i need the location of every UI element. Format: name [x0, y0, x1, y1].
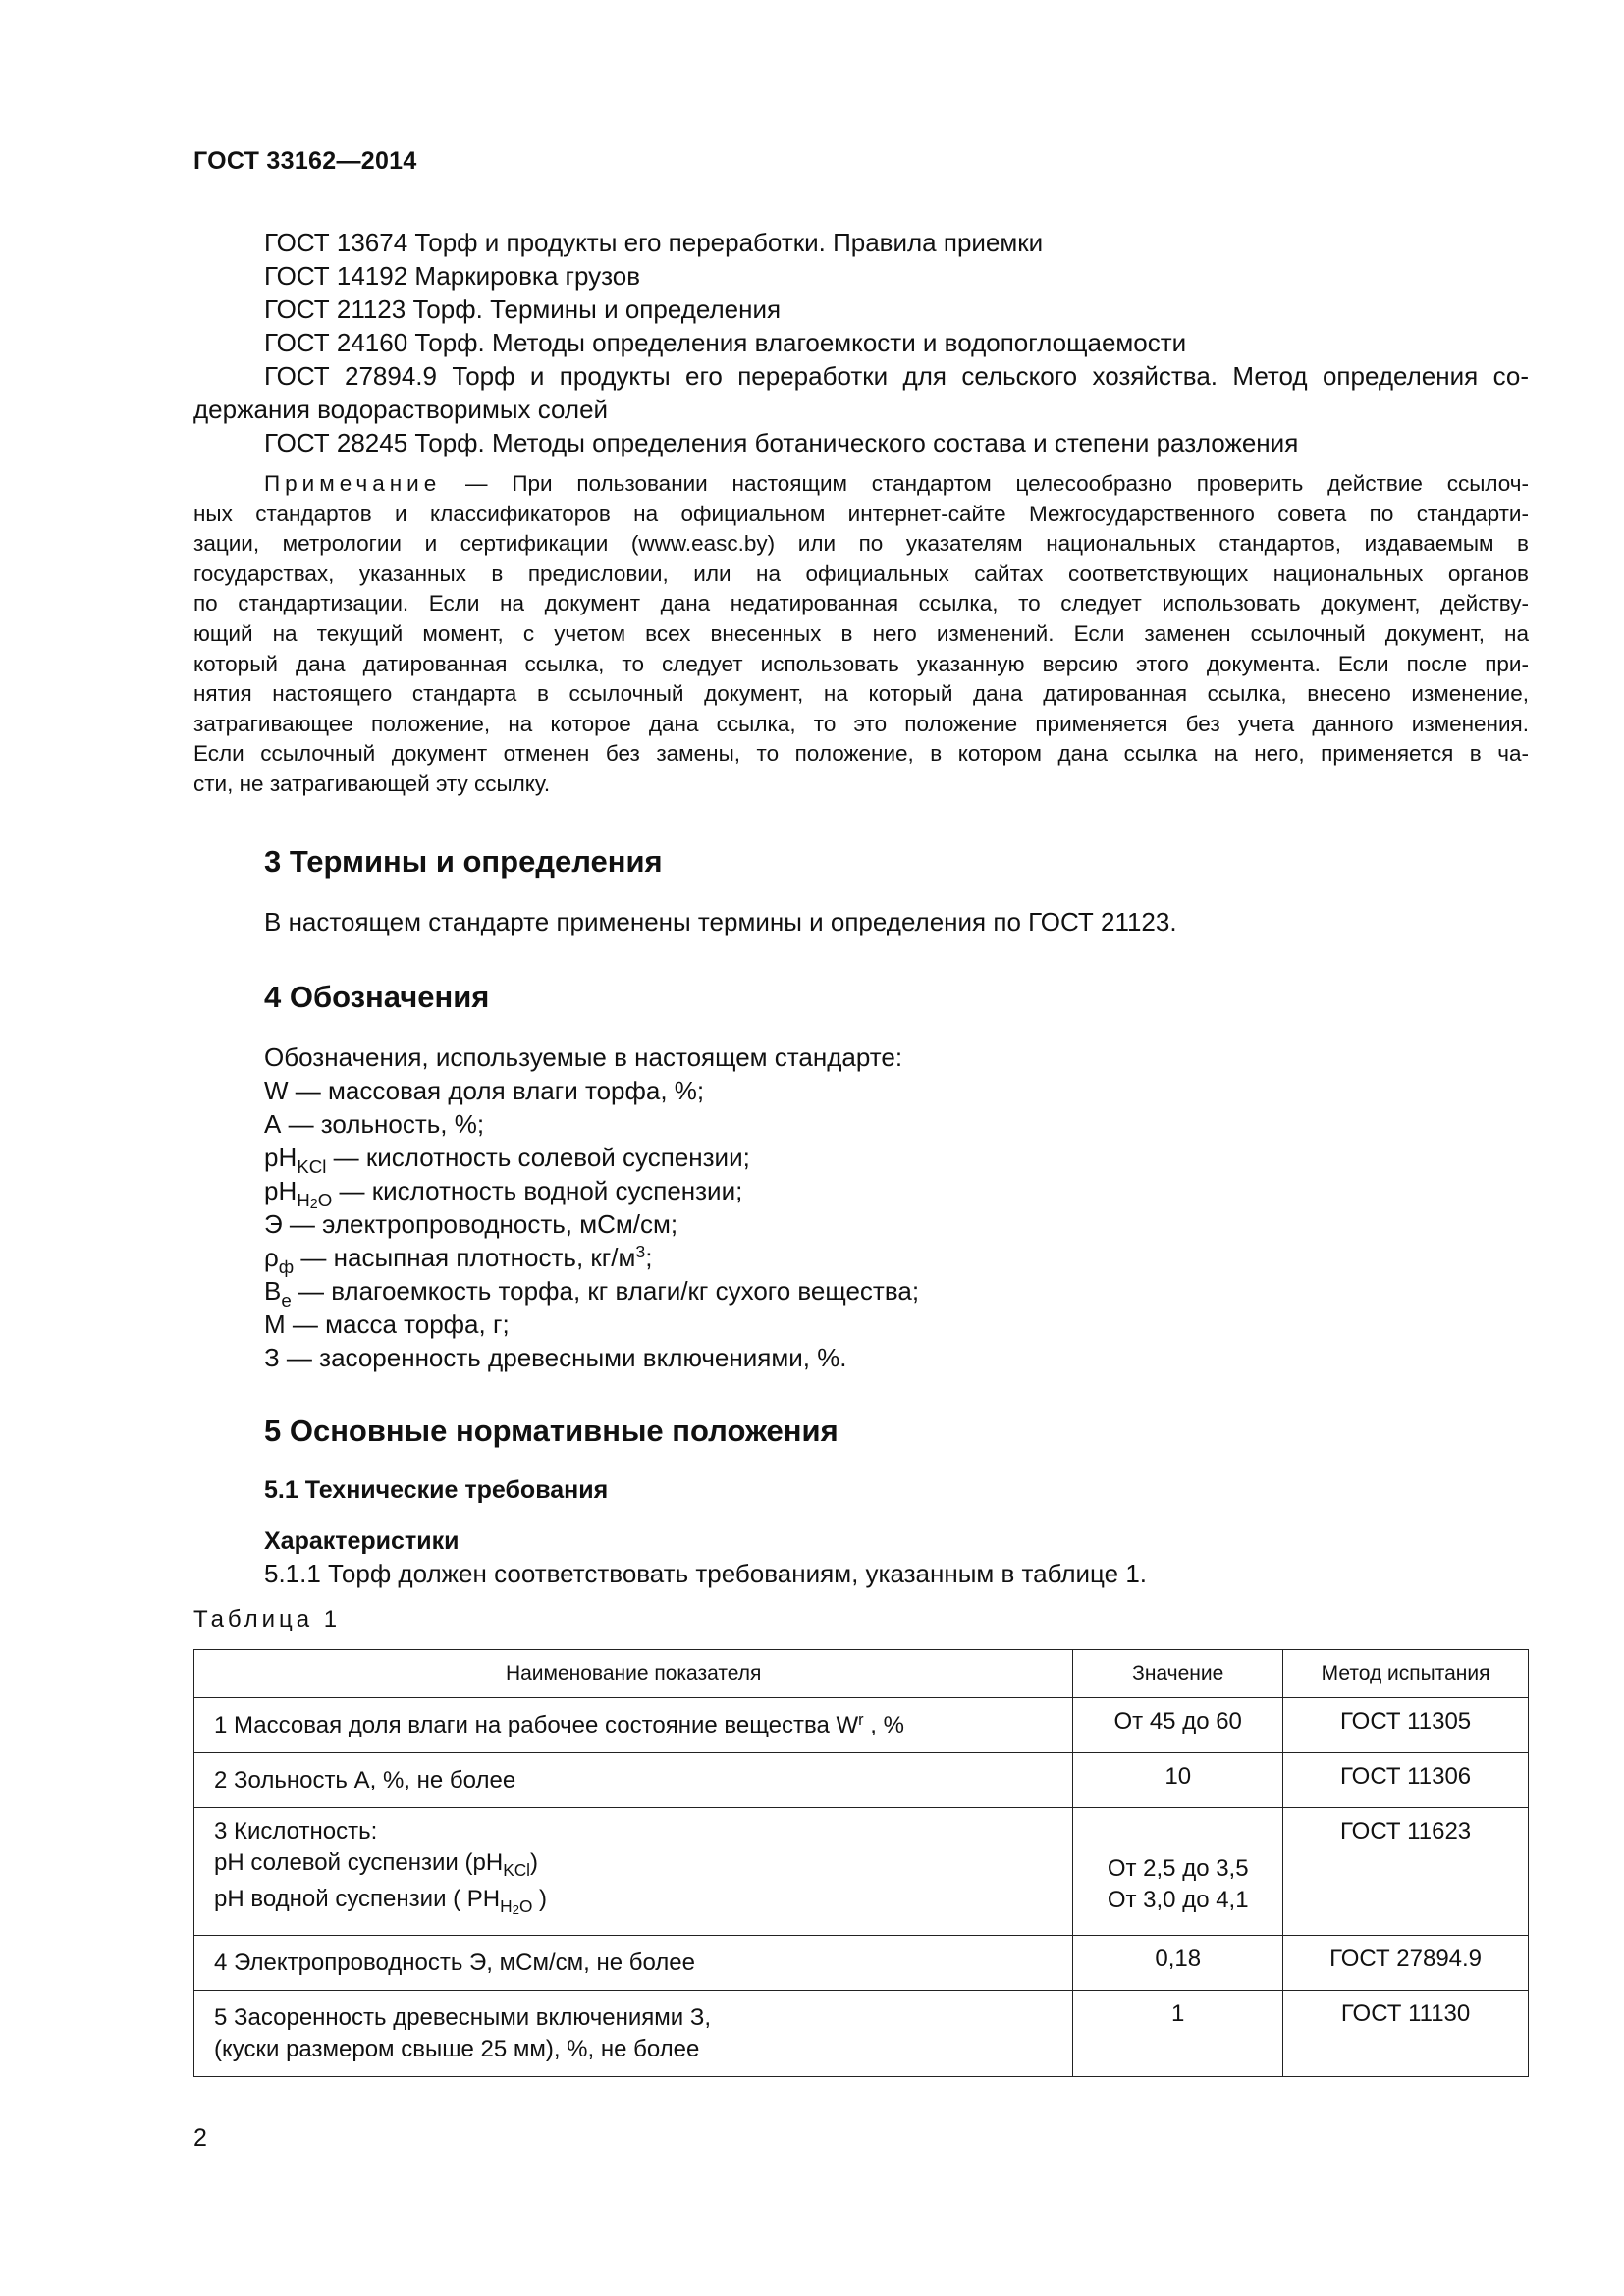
symbol-rho: $\rho_ф$ — насыпная плотность, $кг/м^3$; — [264, 1242, 653, 1277]
cell-indicator: 1 Массовая доля влаги на рабочее состояние вещества $W^r$ , % — [194, 1698, 1073, 1753]
cell-line: (куски размером свыше 25 мм), %, не более — [214, 2036, 700, 2062]
reference-text: ГОСТ 28245 Торф. Методы определения ботанического состава и степени разложения — [264, 428, 1299, 457]
cell-value — [1073, 1808, 1283, 1936]
header-method: Метод испытания — [1283, 1650, 1529, 1698]
cell-indicator — [194, 1808, 1073, 1936]
reference-text: держания водорастворимых солей — [193, 395, 609, 424]
cell-indicator: 2 Зольность А, %, не более — [194, 1753, 1073, 1808]
table-row — [194, 1991, 1529, 2077]
cell-line: 3 Кислотность: — [214, 1818, 378, 1844]
reference-item — [193, 293, 1529, 326]
reference-text: ГОСТ 13674 Торф и продукты его переработки. Правила приемки — [264, 228, 1044, 257]
note-line: сти, не затрагивающей эту ссылку. — [193, 771, 551, 796]
reference-text: ГОСТ 24160 Торф. Методы определения влагоемкости и водопоглощаемости — [264, 328, 1187, 357]
note-line: затрагивающее положение, на которое дана ссылка, то это положение применяется без учета данного изменения. — [193, 711, 1529, 736]
note-line: государствах, указанных в предисловии, или на официальных сайтах соответствующих национальных органов — [193, 561, 1529, 586]
symbol-w: W — массовая доля влаги торфа, %; — [264, 1076, 705, 1105]
symbol-e: Э — электропроводность, мСм/см; — [264, 1209, 678, 1239]
cell-value: 0,18 — [1073, 1936, 1283, 1991]
cell-value: 1 — [1073, 1991, 1283, 2077]
cell-value-line: От 2,5 до 3,5 — [1107, 1855, 1249, 1882]
header-value: Значение — [1073, 1650, 1283, 1698]
reference-text: ГОСТ 27894.9 Торф и продукты его переработки для сельского хозяйства. Метод определения со- — [264, 361, 1529, 391]
table-caption: Таблица 1 — [193, 1606, 342, 1632]
cell-value: От 45 до 60 — [1073, 1698, 1283, 1753]
table-row — [194, 1753, 1529, 1808]
note-dash: — — [441, 471, 513, 496]
cell-method: ГОСТ 11623 — [1283, 1808, 1529, 1936]
cell-method: ГОСТ 11306 — [1283, 1753, 1529, 1808]
note-line: ющий на текущий момент, с учетом всех внесенных в него изменений. Если заменен ссылочный документ, на — [193, 620, 1529, 646]
cell-line: 5 Засоренность древесными включениями З, — [214, 2004, 712, 2031]
cell-indicator — [194, 1991, 1073, 2077]
characteristics-title: Характеристики — [264, 1527, 460, 1555]
symbol-ph-kcl: $pH_{KCl}$ — кислотность солевой суспензии; — [264, 1143, 750, 1177]
table-row — [194, 1698, 1529, 1753]
note-line: нятия настоящего стандарта в ссылочный документ, на который дана датированная ссылка, внесено изменение, — [193, 681, 1529, 707]
symbol-a: А — зольность, %; — [264, 1109, 485, 1139]
cell-line: pH солевой суспензии $(pH_{KCl})$ — [214, 1849, 539, 1881]
note-line: ных стандартов и классификаторов на официальном интернет-сайте Межгосударственного совета по стандарти- — [193, 501, 1529, 526]
cell-indicator: 4 Электропроводность Э, мСм/см, не более — [194, 1936, 1073, 1991]
symbols-intro: Обозначения, используемые в настоящем стандарте: — [264, 1042, 903, 1072]
note-line: по стандартизации. Если на документ дана недатированная ссылка, то следует использовать документ, действу- — [193, 591, 1529, 616]
clause-5-1-1: 5.1.1 Торф должен соответствовать требованиям, указанным в таблице 1. — [264, 1559, 1148, 1588]
subsection-5-1-title: 5.1 Технические требования — [264, 1476, 609, 1504]
reference-item — [193, 426, 1529, 459]
section-5-title: 5 Основные нормативные положения — [264, 1414, 839, 1448]
symbol-z: З — засоренность древесными включениями, %. — [264, 1343, 847, 1372]
section-4-title: 4 Обозначения — [264, 980, 490, 1014]
table-header-row — [194, 1650, 1529, 1698]
table-row — [194, 1936, 1529, 1991]
reference-item — [193, 359, 1529, 393]
section-3-text: В настоящем стандарте применены термины и определения по ГОСТ 21123. — [264, 907, 1177, 936]
cell-method: ГОСТ 27894.9 — [1283, 1936, 1529, 1991]
reference-text: ГОСТ 14192 Маркировка грузов — [264, 261, 641, 291]
table-1 — [193, 1649, 1529, 2077]
symbol-ph-h2o: $pH_{H2O}$ — кислотность водной суспензии; — [264, 1176, 743, 1212]
cell-value-line: От 3,0 до 4,1 — [1107, 1887, 1249, 1913]
table-row — [194, 1808, 1529, 1936]
note-line: Если ссылочный документ отменен без замены, то положение, в котором дана ссылка на него, применяется в ча- — [193, 741, 1529, 767]
reference-item — [193, 226, 1529, 259]
cell-value: 10 — [1073, 1753, 1283, 1808]
symbol-m: М — масса торфа, г; — [264, 1309, 510, 1339]
cell-method: ГОСТ 11305 — [1283, 1698, 1529, 1753]
cell-method: ГОСТ 11130 — [1283, 1991, 1529, 2077]
document-header: ГОСТ 33162—2014 — [193, 147, 417, 175]
reference-item — [193, 259, 1529, 293]
symbol-be: $B_e$ — влагоемкость торфа, кг влаги/кг сухого вещества; — [264, 1276, 920, 1310]
reference-item — [193, 326, 1529, 359]
reference-item-continuation — [193, 393, 1529, 426]
section-3-title: 3 Термины и определения — [264, 844, 663, 879]
note-line: зации, метрологии и сертификации (www.easc.by) или по указателям национальных стандартов, издаваемым в — [193, 531, 1529, 557]
note-label: Примечание — [264, 471, 442, 496]
note-line: который дана датированная ссылка, то следует использовать указанную версию этого документа. Если после при- — [193, 651, 1529, 676]
reference-text: ГОСТ 21123 Торф. Термины и определения — [264, 294, 782, 324]
header-indicator: Наименование показателя — [194, 1650, 1073, 1698]
page-number: 2 — [193, 2124, 207, 2152]
note-paragraph — [193, 469, 1529, 800]
note-line: При пользовании настоящим стандартом целесообразно проверить действие ссылоч- — [512, 471, 1529, 496]
cell-line: pH водной суспензии ( $PH_{H2O}$ ) — [214, 1886, 548, 1917]
